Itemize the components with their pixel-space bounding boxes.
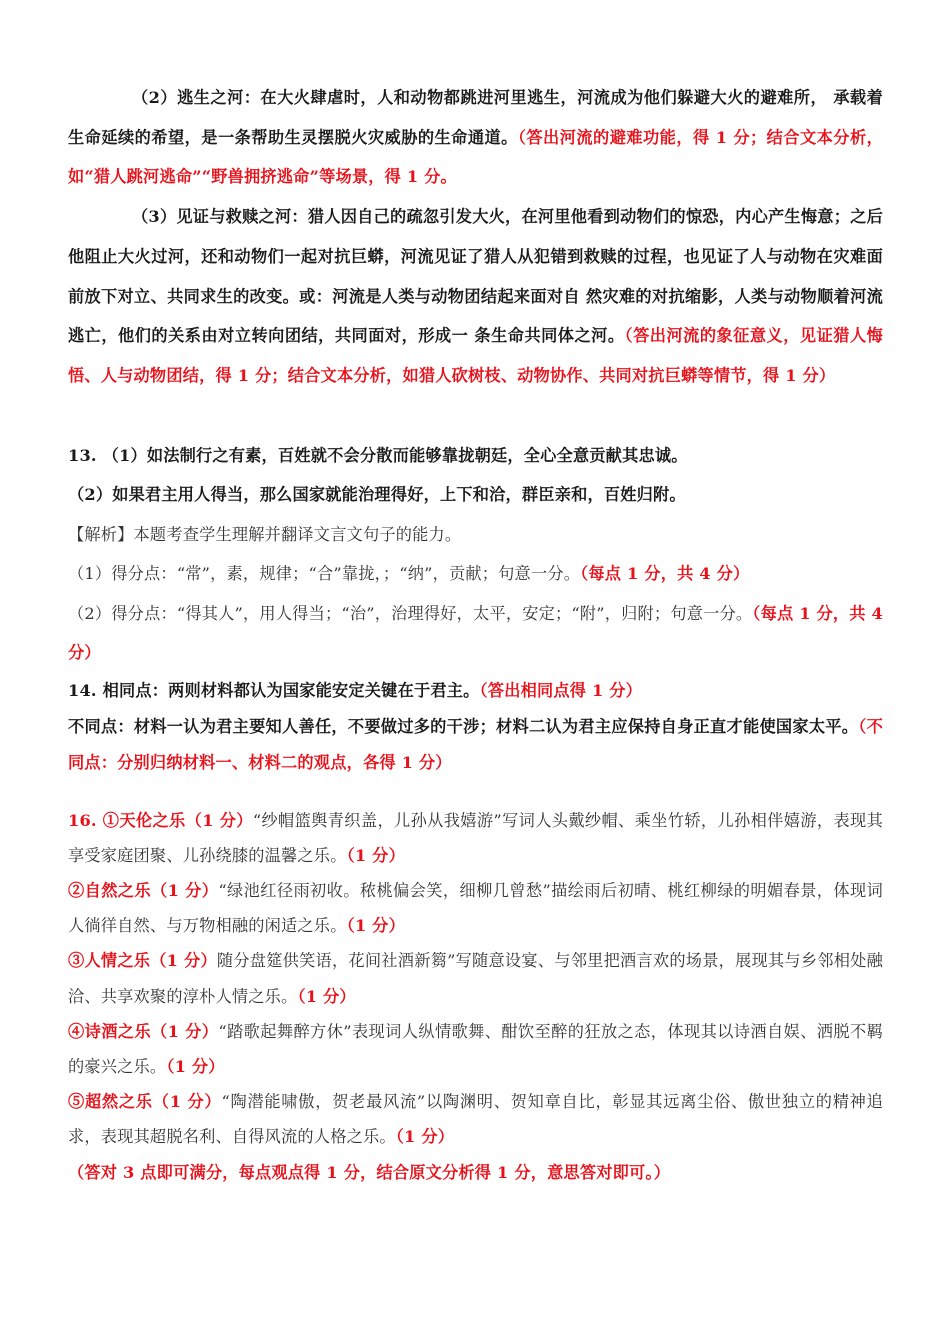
q16-item-4-end: （1 分） [166,1057,225,1077]
q16-item-4-title: ④诗酒之乐 [68,1021,152,1041]
q12-part2-answer: （2）逃生之河：在大火肆虐时，人和动物都跳进河里逃生，河流成为他们躲避大火的避难所， 承载着生命延续的希望，是一条帮助生灵摆脱火灾威胁的生命通道。 [68,88,883,147]
q14-diff [68,709,883,781]
q16-item-2-end: （1 分） [346,916,405,936]
q16-item-1-text: “纱帽篮舆青织盖，儿孙从我嬉游”写词人头戴纱帽、乘坐竹轿，儿孙相伴嬉游，表现其享受家庭团聚、儿孙绕膝的温馨之乐。 [68,810,883,865]
q12-part3 [68,197,883,396]
q13-point1 [68,554,883,594]
q13-point2-score: （每点 1 分，共 4 分） [68,603,883,663]
q13-line2: （2）如果君主用人得当，那么国家就能治理得好，上下和洽，群臣亲和，百姓归附。 [68,485,686,505]
q13-point1-text: （1）得分点：“常”，素，规律；“合”靠拢，；“纳”，贡献；句意一分。 [68,564,581,584]
q12-part3-scoring: （答出河流的象征意义，见证猎人悔悟、人与动物团结，得 1 分；结合文本分析，如猎人砍树枝、动物协作、共同对抗巨蟒等情节，得 1 分） [68,326,883,385]
q13-point1-score: （每点 1 分，共 4 分） [580,564,750,584]
q14-section [68,673,883,781]
q13-analysis: 【解析】本题考查学生理解并翻译文言文句子的能力。 [68,524,462,544]
q16-item-1-score: （1 分） [185,810,253,830]
q16-item-2-score: （1 分） [151,881,219,901]
q16-item-2-title: ②自然之乐 [68,881,152,901]
q16-item-5-score: （1 分） [152,1092,222,1112]
q16-item-3-end: （1 分） [297,986,356,1006]
q16-item-1 [68,803,883,873]
q13-section [68,436,883,673]
q16-note: （答对 3 点即可满分，每点观点得 1 分，结合原文分析得 1 分，意思答对即可。） [68,1162,671,1182]
q13-point2 [68,594,883,673]
q16-item-5-title: ⑤超然之乐 [68,1092,153,1112]
q16-item-5 [68,1084,883,1154]
q14-same-text: 14. 相同点：两则材料都认为国家能安定关键在于君主。 [68,680,480,700]
q16-item-3-title: ③人情之乐 [68,951,151,971]
q16-item-2 [68,873,883,943]
q16-item-5-text: “陶潜能啸傲，贺老最风流”以陶渊明、贺知章自比，彰显其远离尘俗、傲世独立的精神追求，表现其超脱名利、自得风流的人格之乐。 [68,1092,884,1147]
q12-part2 [68,78,883,197]
q16-item-2-text: “绿池红径雨初收。秾桃偏会笑，细柳几曾愁”描绘雨后初晴、桃红柳绿的明媚春景，体现词人徜徉自然、与万物相融的闲适之乐。 [68,881,884,936]
q16-item-3 [68,943,883,1013]
answer-page [68,78,883,1190]
q16-item-3-score: （1 分） [150,951,217,971]
q14-diff-score: （不同点：分别归纳材料一、材料二的观点，各得 1 分） [68,716,883,772]
q16-item-4 [68,1014,883,1084]
q16-section [68,803,883,1190]
q12-section [68,78,883,396]
q16-item-1-end: （1 分） [346,845,405,865]
q16-item-4-text: “踏歌起舞醉方休”表现词人纵情歌舞、酣饮至醉的狂放之态，体现其以诗酒自娱、洒脱不羁的豪兴之乐。 [68,1021,884,1077]
q16-item-3-text: 随分盘筵供笑语，花间社酒新篘”写随意设宴、与邻里把酒言欢的场景，展现其与乡邻相处融洽、共享欢聚的淳朴人情之乐。 [68,951,884,1006]
q13-point2-text: （2）得分点：“得其人”，用人得当；“治”，治理得好，太平，安定；“附”，归附；句意一分。 [68,603,753,623]
q16-item-5-end: （1 分） [395,1127,455,1147]
q14-same-score: （答出相同点得 1 分） [479,680,643,700]
q12-part2-scoring: （答出河流的避难功能，得 1 分；结合文本分析，如“猎人跳河逃命”“野兽拥挤逃命”等场景，得 1 分。 [68,127,883,187]
q14-diff-text: 不同点：材料一认为君主要知人善任，不要做过多的干涉；材料二认为君主应保持自身正直才能使国家太平。 [68,716,859,736]
q14-same [68,673,883,709]
q16-item-4-score: （1 分） [151,1021,219,1041]
q16-item-1-title: 16. ①天伦之乐 [68,810,186,830]
q12-part3-answer: （3）见证与救赎之河：猎人因自己的疏忽引发大火，在河里他看到动物们的惊恐，内心产生悔意；之后他阻止大火过河，还和动物们一起对抗巨蟒，河流见证了猎人从犯错到救赎的过程，也见证了人与动物在灾难面前放下对立、共同求生的改变。或：河流是人类与动物团结起来面对自 然灾难的对抗缩影，人类与动物顺着河流逃亡，他们的关系由对立转向团结，共同面对，形成一 条生命共同体之河。 [68,207,883,346]
q13-line1: 13. （1）如法制行之有素，百姓就不会分散而能够靠拢朝廷，全心全意贡献其忠诚。 [68,445,688,465]
